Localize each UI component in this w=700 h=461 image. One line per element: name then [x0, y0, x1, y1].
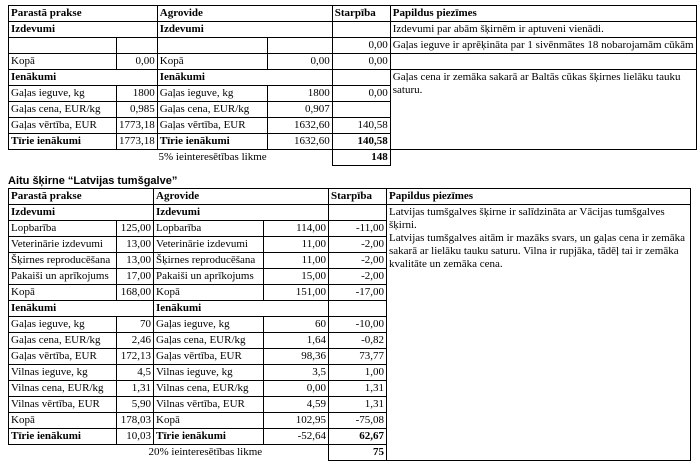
header-practice: Parastā prakse: [9, 189, 154, 205]
agrovide-value: 3,5: [264, 365, 329, 381]
comparison-table-sheep: [8, 188, 696, 461]
row-label: Gaļas ieguve, kg: [9, 317, 117, 333]
row-label: Tīrie ienākumi: [9, 429, 117, 445]
agrovide-value: 114,00: [264, 221, 329, 237]
practice-value: 13,00: [117, 237, 154, 253]
practice-value: 178,03: [117, 413, 154, 429]
row-label: Kopā: [154, 285, 264, 301]
agrovide-value: 60: [264, 317, 329, 333]
diff-cell: -10,00: [329, 317, 387, 333]
row-label: Gaļas cena, EUR/kg: [9, 333, 117, 349]
practice-value: 1773,18: [117, 134, 158, 150]
diff-cell: 1,00: [329, 365, 387, 381]
diff-cell: 0,00: [332, 38, 390, 54]
total-row-expenses: [9, 54, 697, 70]
section-label-left: Ienākumi: [9, 70, 158, 86]
diff-cell: [332, 102, 390, 118]
diff-cell: -2,00: [329, 253, 387, 269]
section-row-izdevumi: [9, 22, 697, 38]
agrovide-value: 11,00: [264, 253, 329, 269]
agrovide-value: 1800: [267, 86, 332, 102]
agrovide-value: 11,00: [264, 237, 329, 253]
row-label: Vilnas cena, EUR/kg: [154, 381, 264, 397]
diff-cell: 62,67: [329, 429, 387, 445]
header-agrovide: Agrovide: [157, 6, 332, 22]
row-label: Gaļas vērtība, EUR: [157, 118, 267, 134]
section-label-mid: Ienākumi: [157, 70, 332, 86]
practice-value: 0,00: [117, 54, 158, 70]
agrovide-value: 15,00: [264, 269, 329, 285]
row-label: Kopā: [157, 54, 267, 70]
diff-cell: 140,58: [332, 118, 390, 134]
section-row-izdevumi: [9, 205, 696, 221]
row-label: Gaļas vērtība, EUR: [9, 118, 117, 134]
notes-cell: [387, 205, 691, 461]
row-label: Gaļas cena, EUR/kg: [154, 333, 264, 349]
notes-line-1: Izdevumi par abām šķirnēm ir aptuveni vienādi.: [390, 22, 696, 38]
row-label: Vilnas ieguve, kg: [9, 365, 117, 381]
row-label: Vilnas vērtība, EUR: [154, 397, 264, 413]
diff-cell: -2,00: [329, 269, 387, 285]
agrovide-value: 0,00: [264, 381, 329, 397]
agrovide-value: -52,64: [264, 429, 329, 445]
header-difference: Starpība: [329, 189, 387, 205]
rate-value: 75: [329, 445, 387, 461]
section-label-left: Izdevumi: [9, 22, 158, 38]
row-label: Vilnas ieguve, kg: [154, 365, 264, 381]
practice-value: 168,00: [117, 285, 154, 301]
diff-cell: [332, 22, 390, 38]
section-label-left: Ienākumi: [9, 301, 154, 317]
notes-line-2: Gaļas ieguve ir aprēķināta par 1 sivēnmātes 18 nobarojamām cūkām: [390, 38, 696, 54]
agrovide-value: 0,907: [267, 102, 332, 118]
agrovide-value: 0,00: [267, 54, 332, 70]
row-label: Gaļas ieguve, kg: [9, 86, 117, 102]
practice-value: 125,00: [117, 221, 154, 237]
diff-cell: 1,31: [329, 397, 387, 413]
row-label: Lopbarība: [154, 221, 264, 237]
section-title-sheep: Aitu šķirne “Latvijas tumšgalve”: [8, 175, 178, 187]
header-practice: Parastā prakse: [9, 6, 158, 22]
diff-cell: 0,00: [332, 54, 390, 70]
diff-cell: 73,77: [329, 349, 387, 365]
row-label: Gaļas cena, EUR/kg: [157, 102, 267, 118]
rate-value: 148: [332, 150, 390, 166]
notes-line-3: Gaļas cena ir zemāka sakarā ar Baltās cūkas šķirnes lielāku tauku saturu.: [390, 70, 696, 150]
row-label: Veterinārie izdevumi: [154, 237, 264, 253]
section-label-left: Izdevumi: [9, 205, 154, 221]
header-notes: Papildus piezīmes: [390, 6, 696, 22]
agrovide-value: 1632,60: [267, 134, 332, 150]
practice-value: 13,00: [117, 253, 154, 269]
row-label: Šķirnes reproducēšana: [154, 253, 264, 269]
agrovide-value: 1,64: [264, 333, 329, 349]
practice-value: 2,46: [117, 333, 154, 349]
row-label: Kopā: [9, 413, 117, 429]
section-row-ienakumi: [9, 70, 697, 86]
diff-cell: -11,00: [329, 221, 387, 237]
agrovide-value: 102,95: [264, 413, 329, 429]
header-row: [9, 189, 696, 205]
practice-value: 70: [117, 317, 154, 333]
row-label: Kopā: [9, 54, 117, 70]
row-label: Kopā: [154, 413, 264, 429]
diff-cell: 0,00: [332, 86, 390, 102]
section-label-mid: Izdevumi: [157, 22, 332, 38]
diff-cell: -0,82: [329, 333, 387, 349]
row-label: Vilnas vērtība, EUR: [9, 397, 117, 413]
rate-label: 5% ieinteresētības likme: [158, 151, 267, 164]
practice-value: 4,5: [117, 365, 154, 381]
rate-row: [9, 150, 697, 166]
header-row: [9, 6, 697, 22]
practice-value: 0,985: [117, 102, 158, 118]
header-difference: Starpība: [332, 6, 390, 22]
diff-cell: 1,31: [329, 381, 387, 397]
diff-cell: 140,58: [332, 134, 390, 150]
row-label: Kopā: [9, 285, 117, 301]
section-label-mid: Izdevumi: [154, 205, 329, 221]
agrovide-value: 1632,60: [267, 118, 332, 134]
agrovide-value: 4,59: [264, 397, 329, 413]
row-label: Gaļas vērtība, EUR: [9, 349, 117, 365]
row-label: Pakaiši un aprīkojums: [154, 269, 264, 285]
notes-line-1: Latvijas tumšgalves šķirne ir salīdzināta ar Vācijas tumšgalves šķirni.: [389, 206, 665, 231]
row-label: Gaļas ieguve, kg: [154, 317, 264, 333]
practice-value: 17,00: [117, 269, 154, 285]
header-notes: Papildus piezīmes: [387, 189, 691, 205]
practice-value: 10,03: [117, 429, 154, 445]
row-label: Tīrie ienākumi: [9, 134, 117, 150]
row-label: Vilnas cena, EUR/kg: [9, 381, 117, 397]
agrovide-value: 151,00: [264, 285, 329, 301]
diff-cell: -17,00: [329, 285, 387, 301]
row-label: Gaļas vērtība, EUR: [154, 349, 264, 365]
row-label: Veterinārie izdevumi: [9, 237, 117, 253]
notes-line-2: Latvijas tumšgalves aitām ir mazāks svars, un gaļas cena ir zemāka sakarā ar lielāku tauku saturu. Vilna ir rupjāka, tādēļ tai ir zemāka kvalitāte un zemāka cena.: [389, 232, 685, 270]
practice-value: 5,90: [117, 397, 154, 413]
row-label: Pakaiši un aprīkojums: [9, 269, 117, 285]
rate-label: 20% ieinteresētības likme: [148, 446, 263, 459]
row-label: Šķirnes reproducēšana: [9, 253, 117, 269]
practice-value: 1773,18: [117, 118, 158, 134]
row-label: Lopbarība: [9, 221, 117, 237]
section-label-mid: Ienākumi: [154, 301, 329, 317]
practice-value: 172,13: [117, 349, 154, 365]
diff-cell: -2,00: [329, 237, 387, 253]
header-agrovide: Agrovide: [154, 189, 329, 205]
row-label: Gaļas ieguve, kg: [157, 86, 267, 102]
agrovide-value: 98,36: [264, 349, 329, 365]
practice-value: 1800: [117, 86, 158, 102]
row-label: Tīrie ienākumi: [154, 429, 264, 445]
row-label: Gaļas cena, EUR/kg: [9, 102, 117, 118]
diff-cell: -75,08: [329, 413, 387, 429]
comparison-table-pigs: [8, 5, 697, 166]
row-label: Tīrie ienākumi: [157, 134, 267, 150]
table-row: [9, 38, 697, 54]
practice-value: 1,31: [117, 381, 154, 397]
